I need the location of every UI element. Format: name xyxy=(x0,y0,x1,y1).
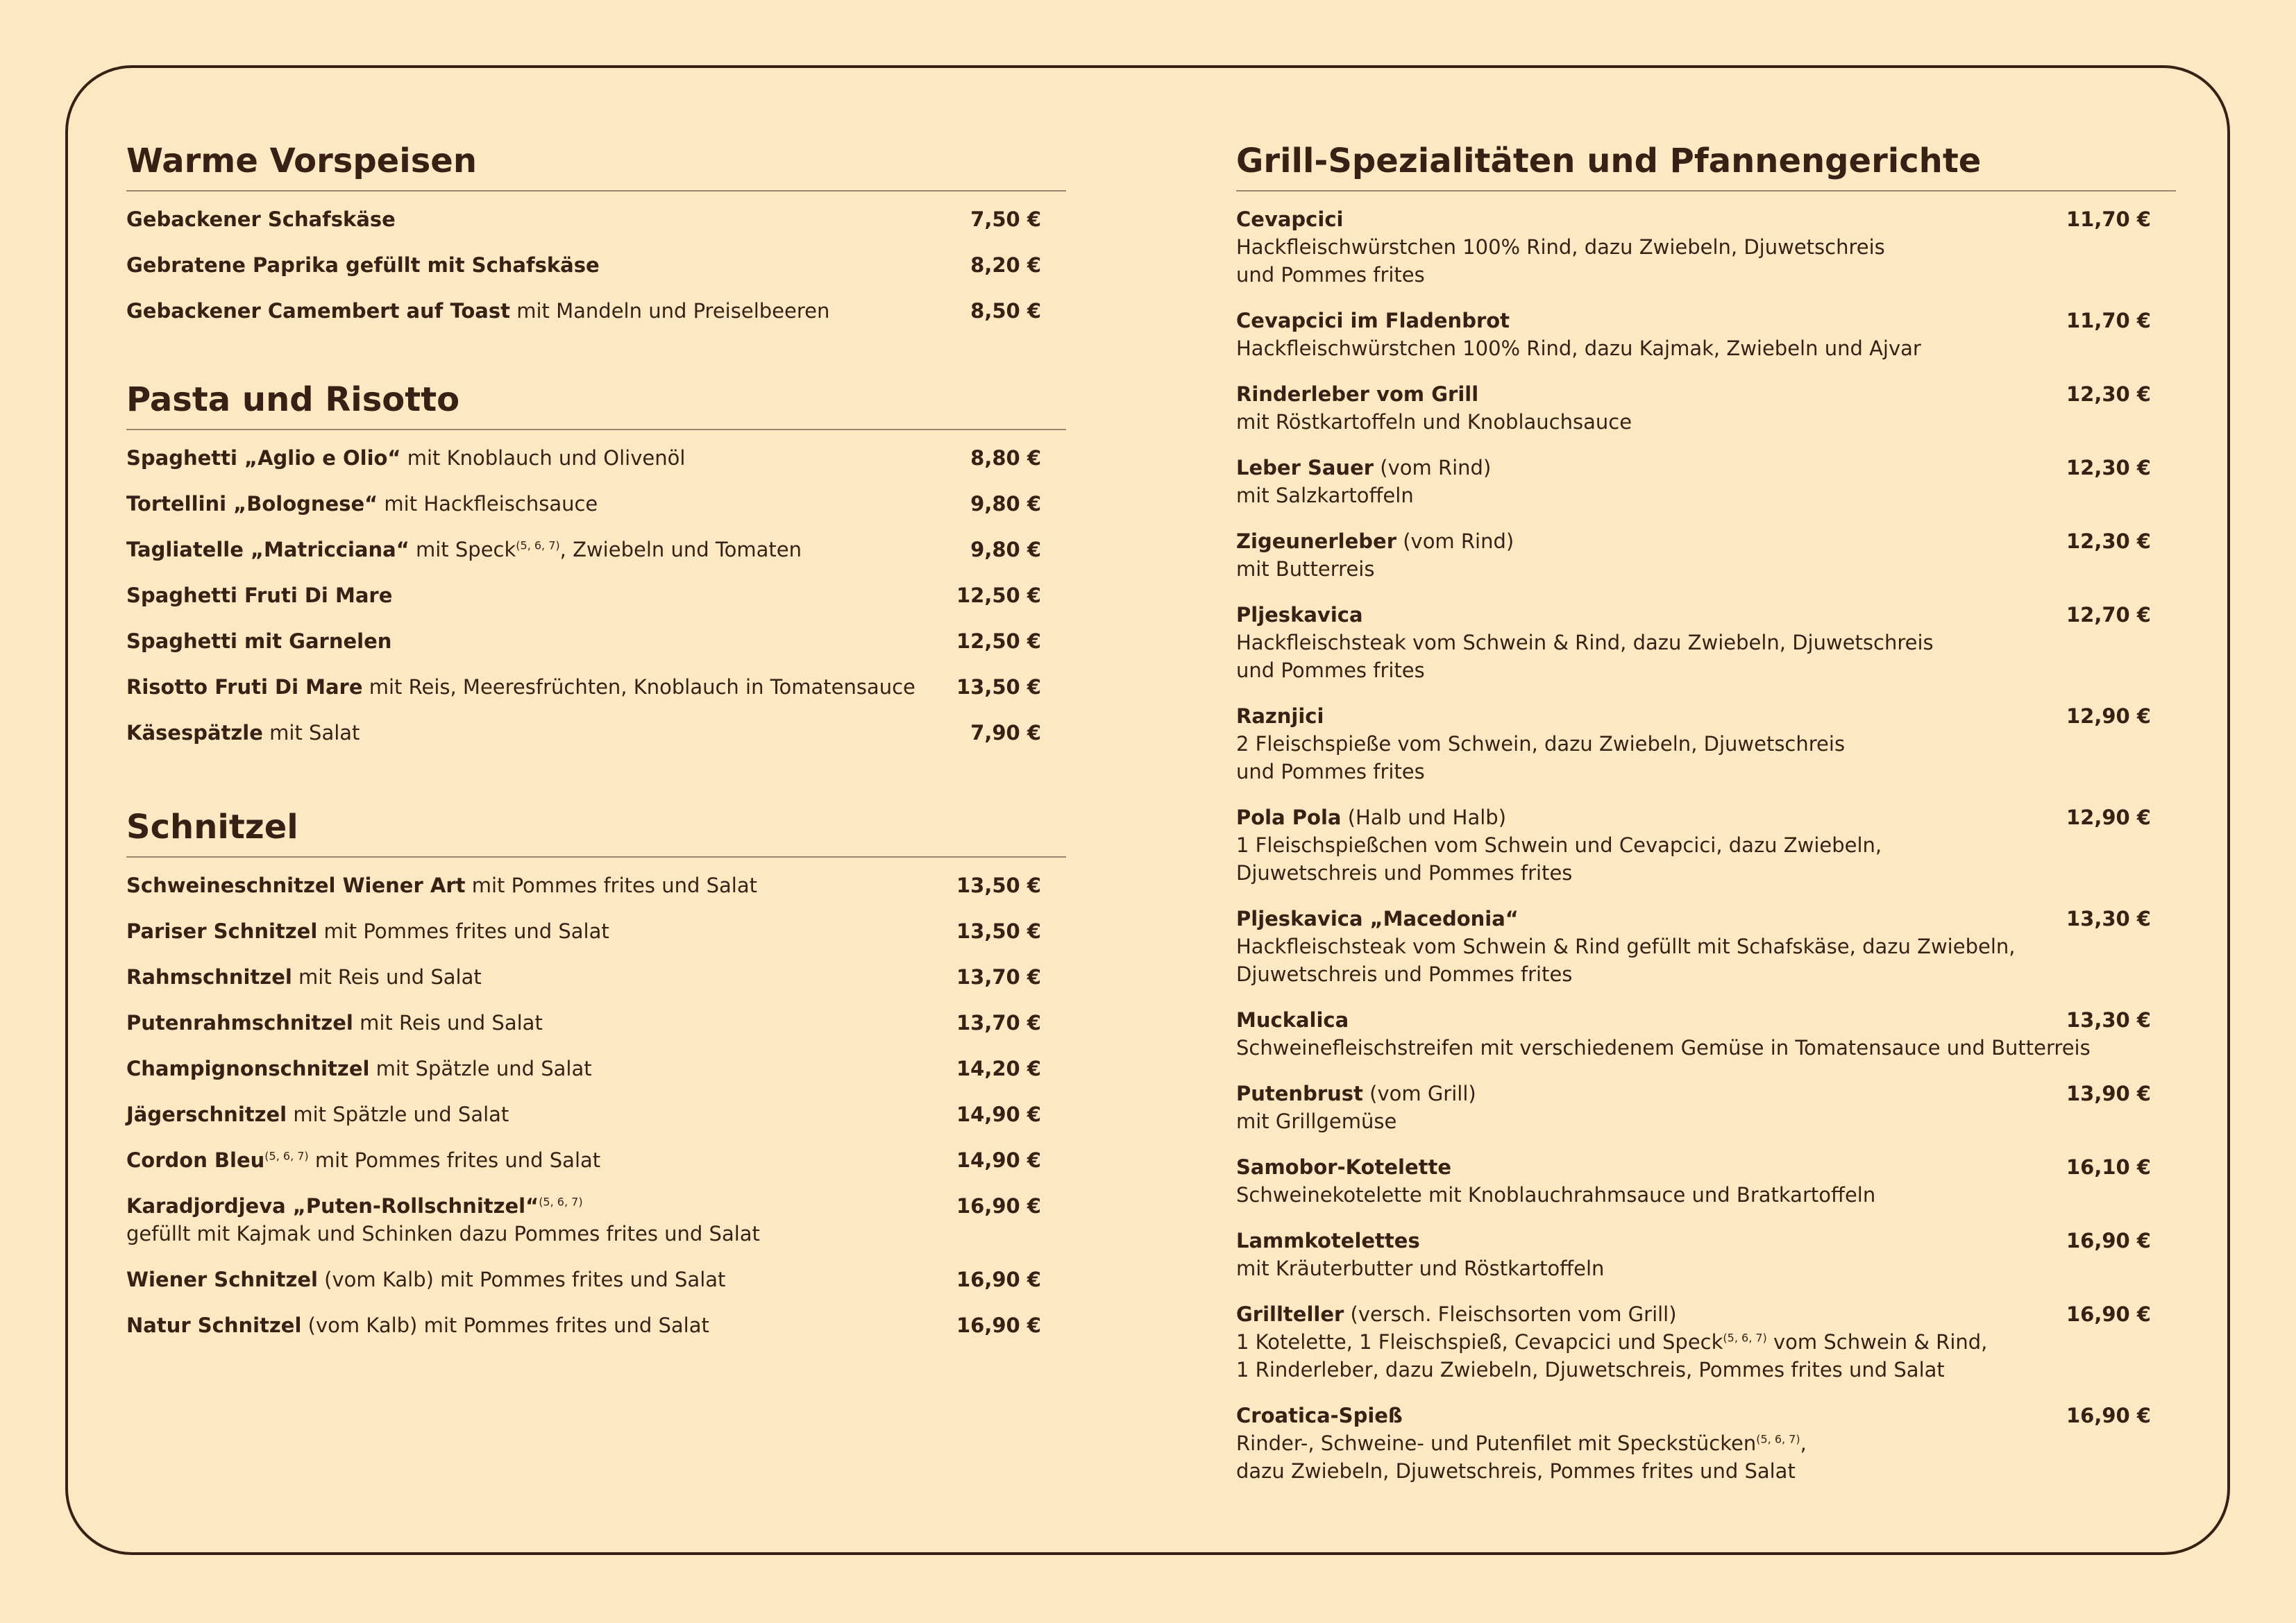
price: 14,90 € xyxy=(956,1148,1041,1172)
menu-item: Natur Schnitzel (vom Kalb) mit Pommes frites und Salat 16,90 € xyxy=(126,1311,1066,1357)
section-title-schnitzel: Schnitzel xyxy=(126,808,298,847)
menu-item: Croatica-Spieß Rinder-, Schweine- und Putenfilet mit Speckstücken$^{(5, 6, 7)}$, dazu Zwiebeln, Djuwetschreis, Pommes frites und Salat 16,90 € xyxy=(1236,1402,2176,1503)
price: 16,10 € xyxy=(2066,1155,2151,1179)
price: 16,90 € xyxy=(956,1314,1041,1337)
menu-item: Cevapcici im Fladenbrot Hackfleischwürstchen 100% Rind, dazu Kajmak, Zwiebeln und Ajvar 11,70 € xyxy=(1236,307,2176,380)
section-divider xyxy=(126,856,1066,858)
price: 12,90 € xyxy=(2066,806,2151,829)
menu-item: Rahmschnitzel mit Reis und Salat 13,70 € xyxy=(126,963,1066,1009)
menu-item: Muckalica Schweinefleischstreifen mit verschiedenem Gemüse in Tomatensauce und Butterreis 13,30 € xyxy=(1236,1006,2176,1080)
menu-item: Lammkotelettes mit Kräuterbutter und Röstkartoffeln 16,90 € xyxy=(1236,1227,2176,1300)
price: 16,90 € xyxy=(2066,1229,2151,1252)
price: 7,50 € xyxy=(970,207,1041,231)
menu-item: Wiener Schnitzel (vom Kalb) mit Pommes frites und Salat 16,90 € xyxy=(126,1266,1066,1311)
price: 8,80 € xyxy=(970,446,1041,470)
price: 16,90 € xyxy=(2066,1302,2151,1326)
menu-item: Pola Pola (Halb und Halb) 1 Fleischspießchen vom Schwein und Cevapcici, dazu Zwiebeln, Djuwetschreis und Pommes frites 12,90 € xyxy=(1236,804,2176,905)
price: 7,90 € xyxy=(970,721,1041,745)
price: 8,50 € xyxy=(970,299,1041,323)
price: 13,50 € xyxy=(956,675,1041,699)
menu-item: Cevapcici Hackfleischwürstchen 100% Rind, dazu Zwiebeln, Djuwetschreis und Pommes frites 11,70 € xyxy=(1236,205,2176,307)
section-title-grill: Grill-Spezialitäten und Pfannengerichte xyxy=(1236,142,1982,180)
menu-item: Putenbrust (vom Grill) mit Grillgemüse 13,90 € xyxy=(1236,1080,2176,1153)
price: 13,70 € xyxy=(956,1011,1041,1035)
section-title-warme-vorspeisen: Warme Vorspeisen xyxy=(126,142,477,180)
menu-item: Raznjici 2 Fleischspieße vom Schwein, dazu Zwiebeln, Djuwetschreis und Pommes frites 12,90 € xyxy=(1236,702,2176,804)
menu-item: Risotto Fruti Di Mare mit Reis, Meeresfrüchten, Knoblauch in Tomatensauce 13,50 € xyxy=(126,673,1066,719)
section-title-pasta-risotto: Pasta und Risotto xyxy=(126,380,460,419)
price: 13,70 € xyxy=(956,965,1041,989)
menu-item: Spaghetti Fruti Di Mare 12,50 € xyxy=(126,581,1066,627)
price: 12,30 € xyxy=(2066,382,2151,406)
menu-item: Gebackener Schafskäse 7,50 € xyxy=(126,205,1066,251)
price: 16,90 € xyxy=(956,1268,1041,1291)
price: 16,90 € xyxy=(2066,1404,2151,1427)
price: 13,30 € xyxy=(2066,1008,2151,1032)
section-divider xyxy=(126,429,1066,430)
menu-item: Gebratene Paprika gefüllt mit Schafskäse 8,20 € xyxy=(126,251,1066,297)
price: 12,70 € xyxy=(2066,603,2151,627)
menu-item: Leber Sauer (vom Rind) mit Salzkartoffeln 12,30 € xyxy=(1236,454,2176,527)
menu-item: Pariser Schnitzel mit Pommes frites und Salat 13,50 € xyxy=(126,917,1066,963)
price: 9,80 € xyxy=(970,538,1041,561)
menu-item: Rinderleber vom Grill mit Röstkartoffeln und Knoblauchsauce 12,30 € xyxy=(1236,380,2176,454)
price: 11,70 € xyxy=(2066,207,2151,231)
menu-item: Putenrahmschnitzel mit Reis und Salat 13,70 € xyxy=(126,1009,1066,1055)
menu-item: Schweineschnitzel Wiener Art mit Pommes frites und Salat 13,50 € xyxy=(126,872,1066,917)
price: 9,80 € xyxy=(970,492,1041,516)
menu-item: Gebackener Camembert auf Toast mit Mandeln und Preiselbeeren 8,50 € xyxy=(126,297,1066,343)
price: 8,20 € xyxy=(970,253,1041,277)
price: 11,70 € xyxy=(2066,309,2151,332)
price: 12,50 € xyxy=(956,629,1041,653)
menu-item: Spaghetti mit Garnelen 12,50 € xyxy=(126,627,1066,673)
menu-item: Grillteller (versch. Fleischsorten vom Grill) 1 Kotelette, 1 Fleischspieß, Cevapcici und Speck$^{(5, 6, 7)}$ vom Schwein & Rind, 1 Rinderleber, dazu Zwiebeln, Djuwetschreis, Pommes frites und Salat 16,90 € xyxy=(1236,1300,2176,1402)
menu-item: Champignonschnitzel mit Spätzle und Salat 14,20 € xyxy=(126,1055,1066,1101)
price: 14,20 € xyxy=(956,1057,1041,1080)
price: 13,90 € xyxy=(2066,1082,2151,1105)
menu-item: Käsespätzle mit Salat 7,90 € xyxy=(126,719,1066,765)
menu-item: Zigeunerleber (vom Rind) mit Butterreis 12,30 € xyxy=(1236,527,2176,601)
menu-item: Tagliatelle „Matricciana“ mit Speck$^{(5, 6, 7)}$, Zwiebeln und Tomaten 9,80 € xyxy=(126,536,1066,581)
menu-item: Cordon Bleu$^{(5, 6, 7)}$ mit Pommes frites und Salat 14,90 € xyxy=(126,1146,1066,1192)
price: 14,90 € xyxy=(956,1103,1041,1126)
price: 13,50 € xyxy=(956,874,1041,897)
menu-item: Pljeskavica „Macedonia“ Hackfleischsteak vom Schwein & Rind gefüllt mit Schafskäse, dazu Zwiebeln, Djuwetschreis und Pommes frites 13,30 € xyxy=(1236,905,2176,1006)
price: 12,30 € xyxy=(2066,529,2151,553)
menu-item: Karadjordjeva „Puten-Rollschnitzel“$^{(5, 6, 7)}$ gefüllt mit Kajmak und Schinken dazu Pommes frites und Salat 16,90 € xyxy=(126,1192,1066,1266)
section-divider xyxy=(126,190,1066,192)
left-column xyxy=(126,132,1066,1357)
right-column xyxy=(1236,132,2176,1503)
price: 13,30 € xyxy=(2066,907,2151,931)
menu-item: Pljeskavica Hackfleischsteak vom Schwein & Rind, dazu Zwiebeln, Djuwetschreis und Pommes frites 12,70 € xyxy=(1236,601,2176,702)
menu-item: Jägerschnitzel mit Spätzle und Salat 14,90 € xyxy=(126,1101,1066,1146)
price: 13,50 € xyxy=(956,919,1041,943)
section-divider xyxy=(1236,190,2176,192)
price: 12,30 € xyxy=(2066,456,2151,479)
price: 12,90 € xyxy=(2066,704,2151,728)
price: 16,90 € xyxy=(956,1194,1041,1218)
menu-item: Samobor-Kotelette Schweinekotelette mit Knoblauchrahmsauce und Bratkartoffeln 16,10 € xyxy=(1236,1153,2176,1227)
menu-item: Spaghetti „Aglio e Olio“ mit Knoblauch und Olivenöl 8,80 € xyxy=(126,444,1066,490)
price: 12,50 € xyxy=(956,584,1041,607)
menu-item: Tortellini „Bolognese“ mit Hackfleischsauce 9,80 € xyxy=(126,490,1066,536)
